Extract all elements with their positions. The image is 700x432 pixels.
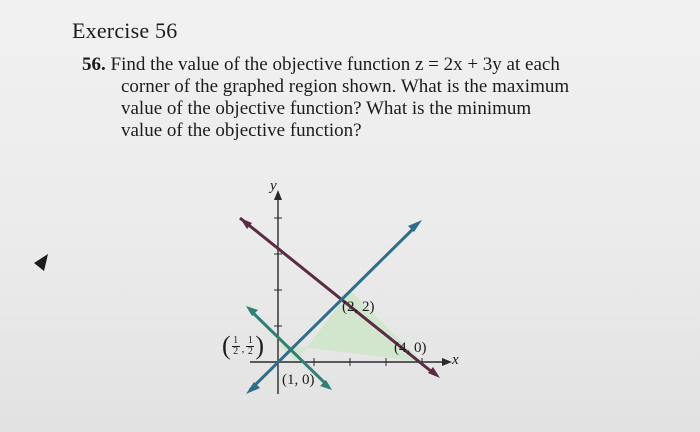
x-axis-label: x (452, 352, 459, 368)
point-label-4-0: (4, 0) (394, 340, 427, 356)
problem-number: 56. (82, 54, 106, 75)
fraction-x: $\frac{1}{2}$ (233, 334, 239, 357)
problem-line-4: value of the objective function? (121, 120, 362, 141)
problem-text (82, 54, 622, 142)
problem-line-2: corner of the graphed region shown. What is the maximum (121, 76, 570, 97)
exercise-heading: Exercise 56 (72, 18, 178, 43)
mouse-pointer-icon (33, 253, 51, 273)
x-axis-arrow-icon (442, 358, 452, 366)
point-label-2-2: (2, 2) (342, 299, 375, 315)
point-label-half-half: ( $\frac{1}{2}$ , $\frac{1}{2}$ ) (222, 331, 265, 360)
y-axis-label: y (270, 178, 277, 194)
region-graph (210, 176, 490, 406)
point-label-1-0: (1, 0) (282, 372, 315, 388)
problem-line-3: value of the objective function? What is the minimum (121, 98, 532, 119)
fraction-y: $\frac{1}{2}$ (247, 334, 253, 357)
problem-line-1: Find the value of the objective function z = 2x + 3y at each (110, 54, 560, 75)
line-rising (250, 226, 416, 390)
